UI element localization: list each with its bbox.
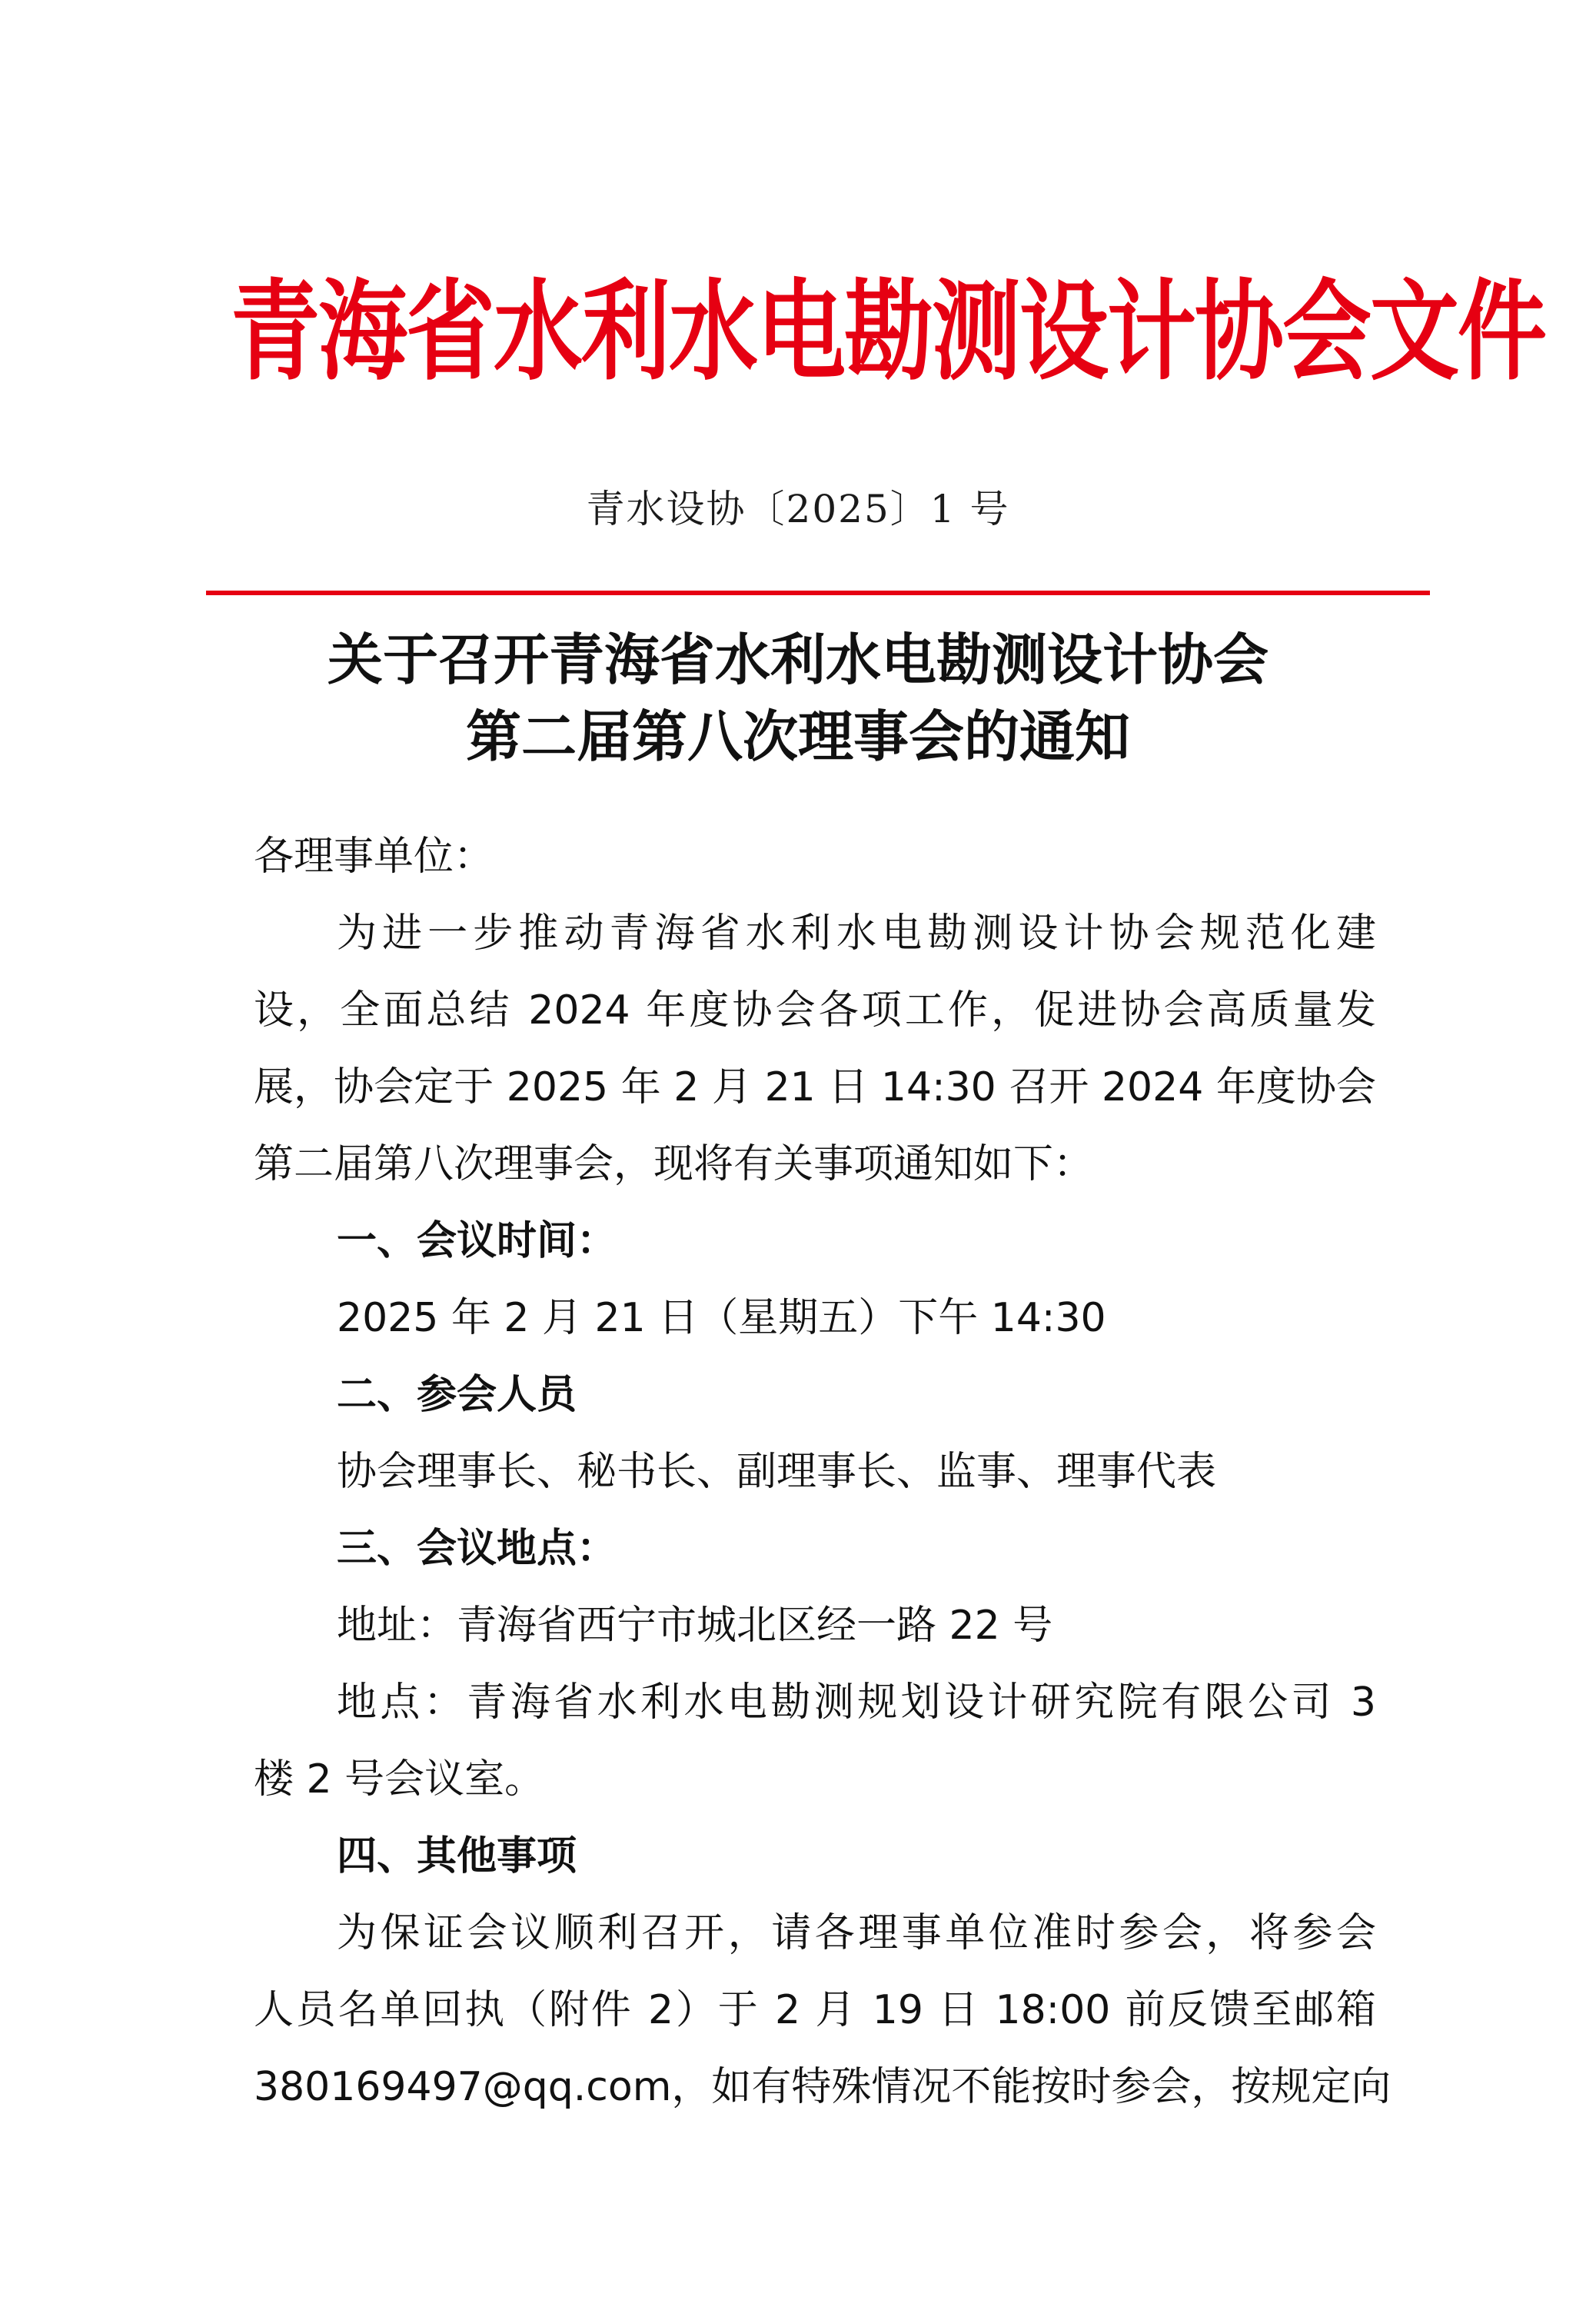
notice-title-line-1: 关于召开青海省水利水电勘测设计协会 xyxy=(327,627,1268,692)
section-1-heading: 一、会议时间： xyxy=(337,1218,617,1264)
salutation: 各理事单位： xyxy=(254,834,494,880)
section-4-heading: 四、其他事项 xyxy=(337,1833,577,1879)
section-2-heading: 二、参会人员 xyxy=(337,1372,577,1418)
red-header-title: 青海省水利水电勘测设计协会文件 xyxy=(231,268,1545,396)
intro-line-2: 设，全面总结 2024 年度协会各项工作，促进协会高质量发 xyxy=(254,987,1376,1034)
intro-line-4: 第二届第八次理事会，现将有关事项通知如下： xyxy=(254,1141,1094,1187)
red-divider-line xyxy=(206,591,1430,595)
intro-line-1: 为进一步推动青海省水利水电勘测设计协会规范化建 xyxy=(337,910,1376,957)
section-4-line-1: 为保证会议顺利召开，请各理事单位准时参会，将参会 xyxy=(337,1910,1376,1956)
section-3-location-line-2: 楼 2 号会议室。 xyxy=(254,1756,545,1803)
section-4-line-2: 人员名单回执（附件 2）于 2 月 19 日 18:00 前反馈至邮箱 xyxy=(254,1987,1376,2033)
section-3-heading: 三、会议地点： xyxy=(337,1526,617,1572)
document-number: 青水设协〔2025〕1 号 xyxy=(586,487,1010,531)
notice-title-line-2: 第二届第八次理事会的通知 xyxy=(465,704,1130,769)
section-3-location-line-1: 地点：青海省水利水电勘测规划设计研究院有限公司 3 xyxy=(337,1679,1376,1726)
section-2-content: 协会理事长、秘书长、副理事长、监事、理事代表 xyxy=(337,1449,1217,1495)
intro-line-3: 展，协会定于 2025 年 2 月 21 日 14:30 召开 2024 年度协会 xyxy=(254,1064,1376,1110)
section-3-address: 地址：青海省西宁市城北区经一路 22 号 xyxy=(337,1603,1053,1649)
section-4-line-3: 380169497@qq.com，如有特殊情况不能按时参会，按规定向 xyxy=(254,2064,1392,2110)
section-1-content: 2025 年 2 月 21 日（星期五）下午 14:30 xyxy=(337,1295,1106,1341)
